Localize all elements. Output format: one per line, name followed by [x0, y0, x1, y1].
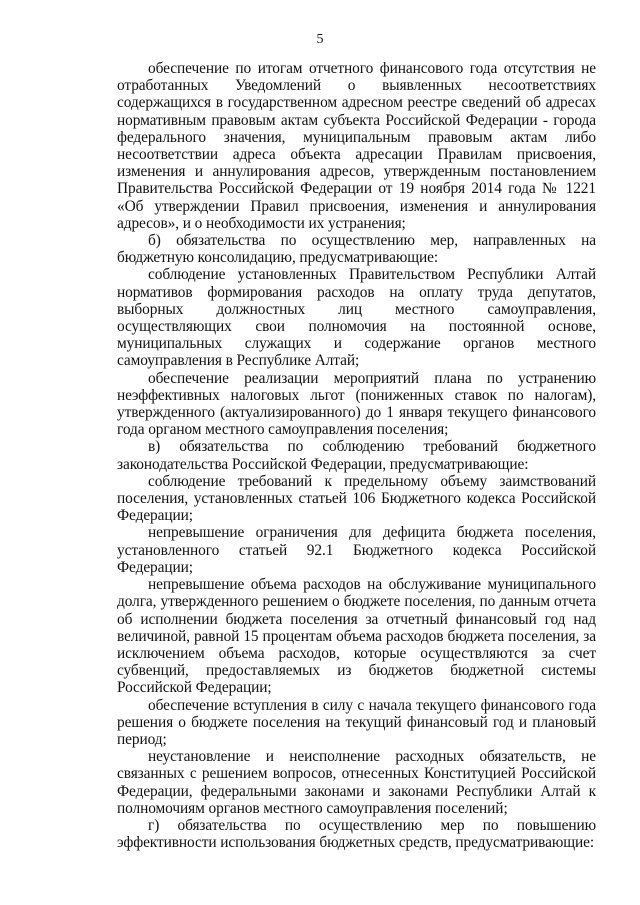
- paragraph-item-g: г) обязательства по осуществлению мер по повышению эффективности использования бюджетных средств, предусматривающие:: [117, 816, 596, 852]
- document-body: [117, 60, 596, 851]
- page-number: 5: [316, 32, 324, 47]
- paragraph-budget-decision: обеспечение вступления в силу с начала текущего финансового года решения о бюджете поселения на текущий финансовый год и плановый период;: [117, 696, 596, 748]
- paragraph-deficit-limit: непревышение ограничения для дефицита бюджета поселения, установленного статьей 92.1 Бюджетного кодекса Российской Федерации;: [117, 524, 596, 576]
- paragraph-item-b: б) обязательства по осуществлению мер, направленных на бюджетную консолидацию, предусматривающие:: [117, 232, 596, 267]
- paragraph-tax-benefits: обеспечение реализации мероприятий плана по устранению неэффективных налоговых льгот (пониженных ставок по налогам), утвержденного (актуализированного) до 1 января текущего финансового года органом местного самоуправления поселения;: [117, 369, 596, 439]
- paragraph-item-v: в) обязательства по соблюдению требований бюджетного законодательства Российской Федерации, предусматривающие:: [117, 438, 596, 473]
- paragraph-debt-service: непревышение объема расходов на обслуживание муниципального долга, утвержденного решением о бюджете поселения, по данным отчета об исполнении бюджета поселения за отчетный финансовый год над величиной, равной 15 процентам объема расходов бюджета поселения, за исключением объема расходов, которые осуществляются за счет субвенций, предоставляемых из бюджетов бюджетной системы Российской Федерации;: [117, 576, 596, 697]
- paragraph-address-registry: обеспечение по итогам отчетного финансового года отсутствия не отработанных Уведомлений о выявленных несоответствиях содержащихся в государственном адресном реестре сведений об адресах нормативным правовым актам субъекта Российской Федерации - города федерального значения, муниципальным правовым актам либо несоответствии адреса объекта адресации Правилам присвоения, изменения и аннулирования адресов, утвержденным постановлением Правительства Российской Федерации от 19 ноября 2014 года № 1221 «Об утверждении Правил присвоения, изменения и аннулирования адресов», и о необходимости их устранения;: [117, 60, 596, 232]
- paragraph-labor-costs: соблюдение установленных Правительством Республики Алтай нормативов формирования расходов на оплату труда депутатов, выборных должностных лиц местного самоуправления, осуществляющих свои полномочия на постоянной основе, муниципальных служащих и содержание органов местного самоуправления в Республике Алтай;: [117, 266, 596, 370]
- paragraph-expenditure-obligations: неустановление и неисполнение расходных обязательств, не связанных с решением вопросов, отнесенных Конституцией Российской Федерации, федеральными законами и законами Республики Алтай к полномочиям органов местного самоуправления поселений;: [117, 748, 596, 817]
- paragraph-borrowing-limit: соблюдение требований к предельному объему заимствований поселения, установленных статьей 106 Бюджетного кодекса Российской Федерации;: [117, 472, 596, 525]
